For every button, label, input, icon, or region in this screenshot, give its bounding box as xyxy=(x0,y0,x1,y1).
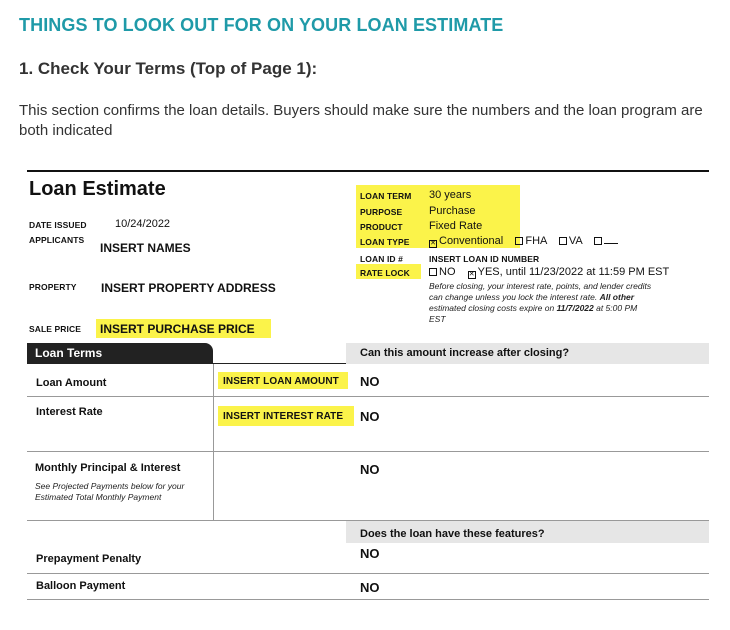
row-divider-5 xyxy=(27,599,709,600)
rate-lock-yes: YES, xyxy=(477,266,503,278)
rate-lock-yes-checkbox-checked[interactable]: ✕ xyxy=(468,271,475,278)
loan-type-fha: FHA xyxy=(525,235,547,247)
date-issued-label: DATE ISSUED xyxy=(29,220,87,230)
section-subheading: 1. Check Your Terms (Top of Page 1): xyxy=(19,59,318,78)
row-divider-4 xyxy=(27,573,709,574)
loan-amount-label: Loan Amount xyxy=(36,377,107,389)
rate-lock-note-line-1: Before closing, your interest rate, points, and lender credits xyxy=(429,281,652,291)
rate-lock-until: until 11/23/2022 at 11:59 PM EST xyxy=(502,266,670,278)
purpose-label: PURPOSE xyxy=(360,207,403,217)
product-value: Fixed Rate xyxy=(429,220,483,232)
prepayment-label: Prepayment Penalty xyxy=(36,553,142,565)
row-divider-1 xyxy=(27,396,709,397)
features-header: Does the loan have these features? xyxy=(360,528,545,540)
loan-estimate-form xyxy=(27,170,709,602)
loan-id-label: LOAN ID # xyxy=(360,254,403,264)
sale-price-label: SALE PRICE xyxy=(29,324,82,334)
balloon-label: Balloon Payment xyxy=(36,580,126,592)
interest-rate-label: Interest Rate xyxy=(36,406,103,418)
row-divider-2 xyxy=(27,451,709,452)
other-blank-line xyxy=(604,238,618,244)
monthly-pi-label: Monthly Principal & Interest xyxy=(35,462,181,474)
loan-type-options xyxy=(429,235,618,248)
property-value: INSERT PROPERTY ADDRESS xyxy=(101,281,276,295)
conventional-checkbox-checked[interactable]: ✕ xyxy=(430,240,436,247)
loan-term-value: 30 years xyxy=(429,189,472,201)
other-checkbox[interactable] xyxy=(594,237,602,245)
property-label: PROPERTY xyxy=(29,282,77,292)
fha-checkbox[interactable] xyxy=(515,237,523,245)
rate-lock-no: NO xyxy=(439,266,456,278)
loan-term-label: LOAN TERM xyxy=(360,191,412,201)
product-label: PRODUCT xyxy=(360,222,403,232)
loan-type-va: VA xyxy=(568,235,583,247)
purpose-value: Purchase xyxy=(429,205,476,217)
applicants-value: INSERT NAMES xyxy=(100,241,191,255)
page-heading: THINGS TO LOOK OUT FOR ON YOUR LOAN ESTIMATE xyxy=(19,15,504,35)
loan-amount-value: INSERT LOAN AMOUNT xyxy=(223,376,339,387)
loan-id-value: INSERT LOAN ID NUMBER xyxy=(429,254,540,264)
loan-type-conventional: Conventional xyxy=(439,235,504,247)
rate-lock-label: RATE LOCK xyxy=(360,268,410,278)
rate-lock-options xyxy=(429,266,669,279)
loan-type-label: LOAN TYPE xyxy=(360,237,410,247)
loan-terms-header: Loan Terms xyxy=(35,346,103,360)
rate-lock-note-line-4: EST xyxy=(429,314,446,324)
loan-terms-header-bar xyxy=(27,343,213,364)
loan-amount-answer: NO xyxy=(360,374,380,389)
intro-paragraph: This section confirms the loan details. Buyers should make sure the numbers and the loan program are both indicated xyxy=(19,102,703,139)
sale-price-value: INSERT PURCHASE PRICE xyxy=(100,322,255,336)
rate-lock-note-line-2: can change unless you lock the interest rate. All other xyxy=(429,292,635,302)
monthly-pi-note: See Projected Payments below for your Estimated Total Monthly Payment xyxy=(35,481,185,502)
prepayment-answer: NO xyxy=(360,546,380,561)
va-checkbox[interactable] xyxy=(559,237,567,245)
rate-lock-note xyxy=(429,281,709,325)
rate-lock-no-checkbox[interactable] xyxy=(429,268,437,276)
form-title: Loan Estimate xyxy=(29,178,166,200)
monthly-pi-answer: NO xyxy=(360,462,380,477)
increase-header: Can this amount increase after closing? xyxy=(360,347,570,359)
date-issued-value: 10/24/2022 xyxy=(115,218,171,230)
applicants-label: APPLICANTS xyxy=(29,235,85,245)
balloon-answer: NO xyxy=(360,580,380,595)
interest-rate-answer: NO xyxy=(360,409,380,424)
rate-lock-note-line-3: estimated closing costs expire on 11/7/2022 at 5:00 PM xyxy=(429,303,638,313)
interest-rate-value: INSERT INTEREST RATE xyxy=(223,411,344,422)
form-top-rule xyxy=(27,170,709,172)
